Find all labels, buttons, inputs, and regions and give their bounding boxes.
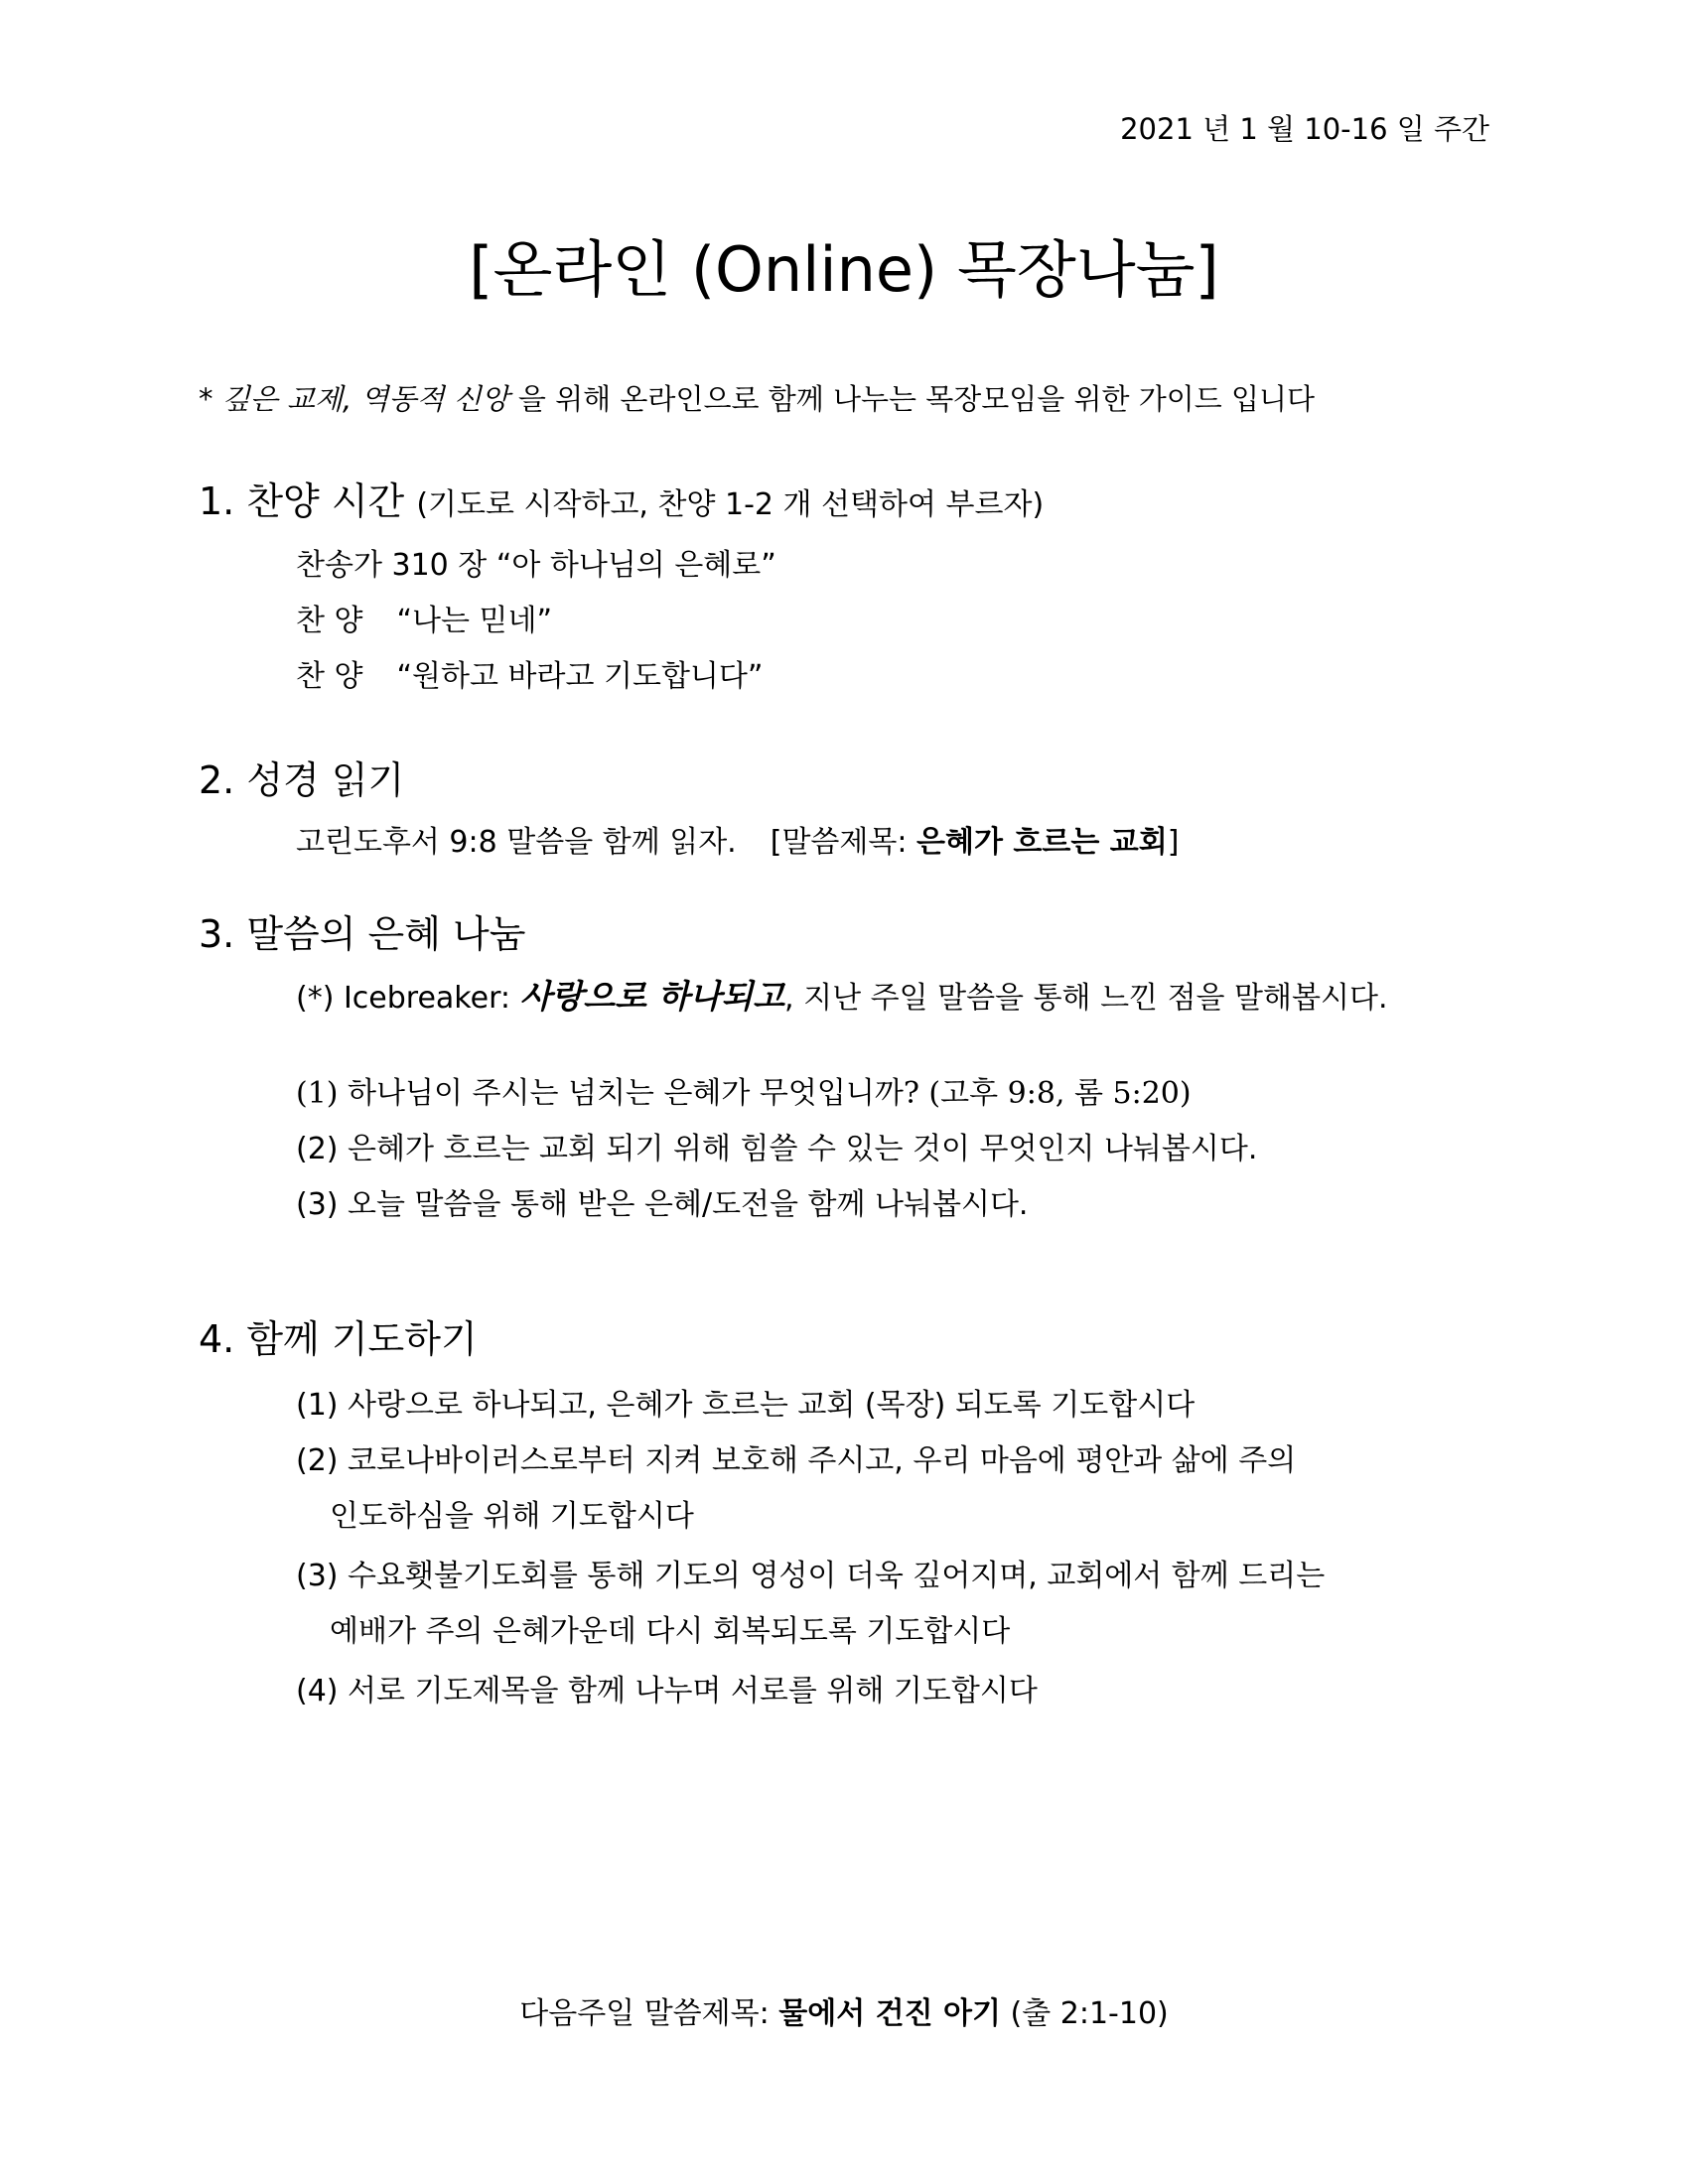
sermon-prefix: [말씀제목:: [770, 825, 917, 860]
sermon-title: 은혜가 흐르는 교회: [916, 825, 1168, 860]
song-label: 찬송가 310 장: [296, 548, 488, 583]
sermon-suffix: ]: [1167, 825, 1180, 860]
next-sermon-ref: (출 2:1-10): [1001, 1996, 1169, 2031]
page-title: [온라인 (Online) 목장나눔]: [469, 233, 1219, 306]
prayer-item: (3) 수요횃불기도회를 통해 기도의 영성이 더욱 깊어지며, 교회에서 함께 드리는: [296, 1559, 1326, 1593]
song-label: 찬 양: [296, 659, 363, 694]
song-title: “나는 믿네”: [396, 604, 553, 638]
bible-reading: [296, 817, 1179, 861]
icebreaker-prefix: (*) Icebreaker:: [296, 981, 520, 1016]
icebreaker-rest: , 지난 주일 말씀을 통해 느낀 점을 말해봅시다.: [784, 981, 1388, 1016]
next-sermon-title: 물에서 건진 아기: [778, 1996, 1002, 2031]
song-item: [296, 596, 552, 639]
song-title: “원하고 바라고 기도합니다”: [396, 659, 764, 694]
next-sermon-prefix: 다음주일 말씀제목:: [519, 1996, 779, 2031]
section-3-heading: 3. 말씀의 은혜 나눔: [199, 912, 526, 956]
intro-italic: 깊은 교제, 역동적 신앙: [221, 382, 509, 416]
next-sermon: [0, 1988, 1688, 2032]
section-1-heading: [199, 471, 1044, 525]
prayer-item: (1) 사랑으로 하나되고, 은혜가 흐르는 교회 (목장) 되도록 기도합시다: [296, 1388, 1196, 1423]
icebreaker-emphasis: 사랑으로 하나되고: [519, 977, 785, 1016]
song-item: [296, 651, 763, 695]
prayer-item-continuation: 예배가 주의 은혜가운데 다시 회복되도록 기도합시다: [330, 1614, 1011, 1649]
song-label: 찬 양: [296, 604, 363, 638]
section-1-title: 1. 찬양 시간: [199, 479, 417, 523]
reading-text: 고린도후서 9:8 말씀을 함께 읽자.: [296, 825, 737, 860]
question-item: (2) 은혜가 흐르는 교회 되기 위해 힘쓸 수 있는 것이 무엇인지 나눠봅시다.: [296, 1132, 1258, 1166]
prayer-item: (2) 코로나바이러스로부터 지켜 보호해 주시고, 우리 마음에 평안과 삶에 주의: [296, 1443, 1297, 1478]
song-title: “아 하나님의 은혜로”: [495, 548, 776, 583]
song-item: [296, 540, 776, 584]
question-item: (3) 오늘 말씀을 통해 받은 은혜/도전을 함께 나눠봅시다.: [296, 1187, 1029, 1222]
intro-rest: 을 위해 온라인으로 함께 나누는 목장모임을 위한 가이드 입니다: [508, 382, 1316, 416]
question-item: (1) 하나님이 주시는 넘치는 은혜가 무엇입니까? (고후 9:8, 롬 5:20): [296, 1076, 1192, 1111]
intro-text: [199, 377, 1315, 418]
icebreaker: [296, 971, 1388, 1018]
intro-prefix: *: [199, 382, 222, 416]
prayer-item-continuation: 인도하심을 위해 기도합시다: [330, 1499, 694, 1534]
week-date: 2021 년 1 월 10-16 일 주간: [1120, 112, 1489, 146]
section-4-heading: 4. 함께 기도하기: [199, 1317, 478, 1361]
prayer-item: (4) 서로 기도제목을 함께 나누며 서로를 위해 기도합시다: [296, 1674, 1038, 1708]
section-1-note: (기도로 시작하고, 찬양 1-2 개 선택하여 부르자): [416, 487, 1045, 522]
section-2-heading: 2. 성경 읽기: [199, 758, 405, 802]
